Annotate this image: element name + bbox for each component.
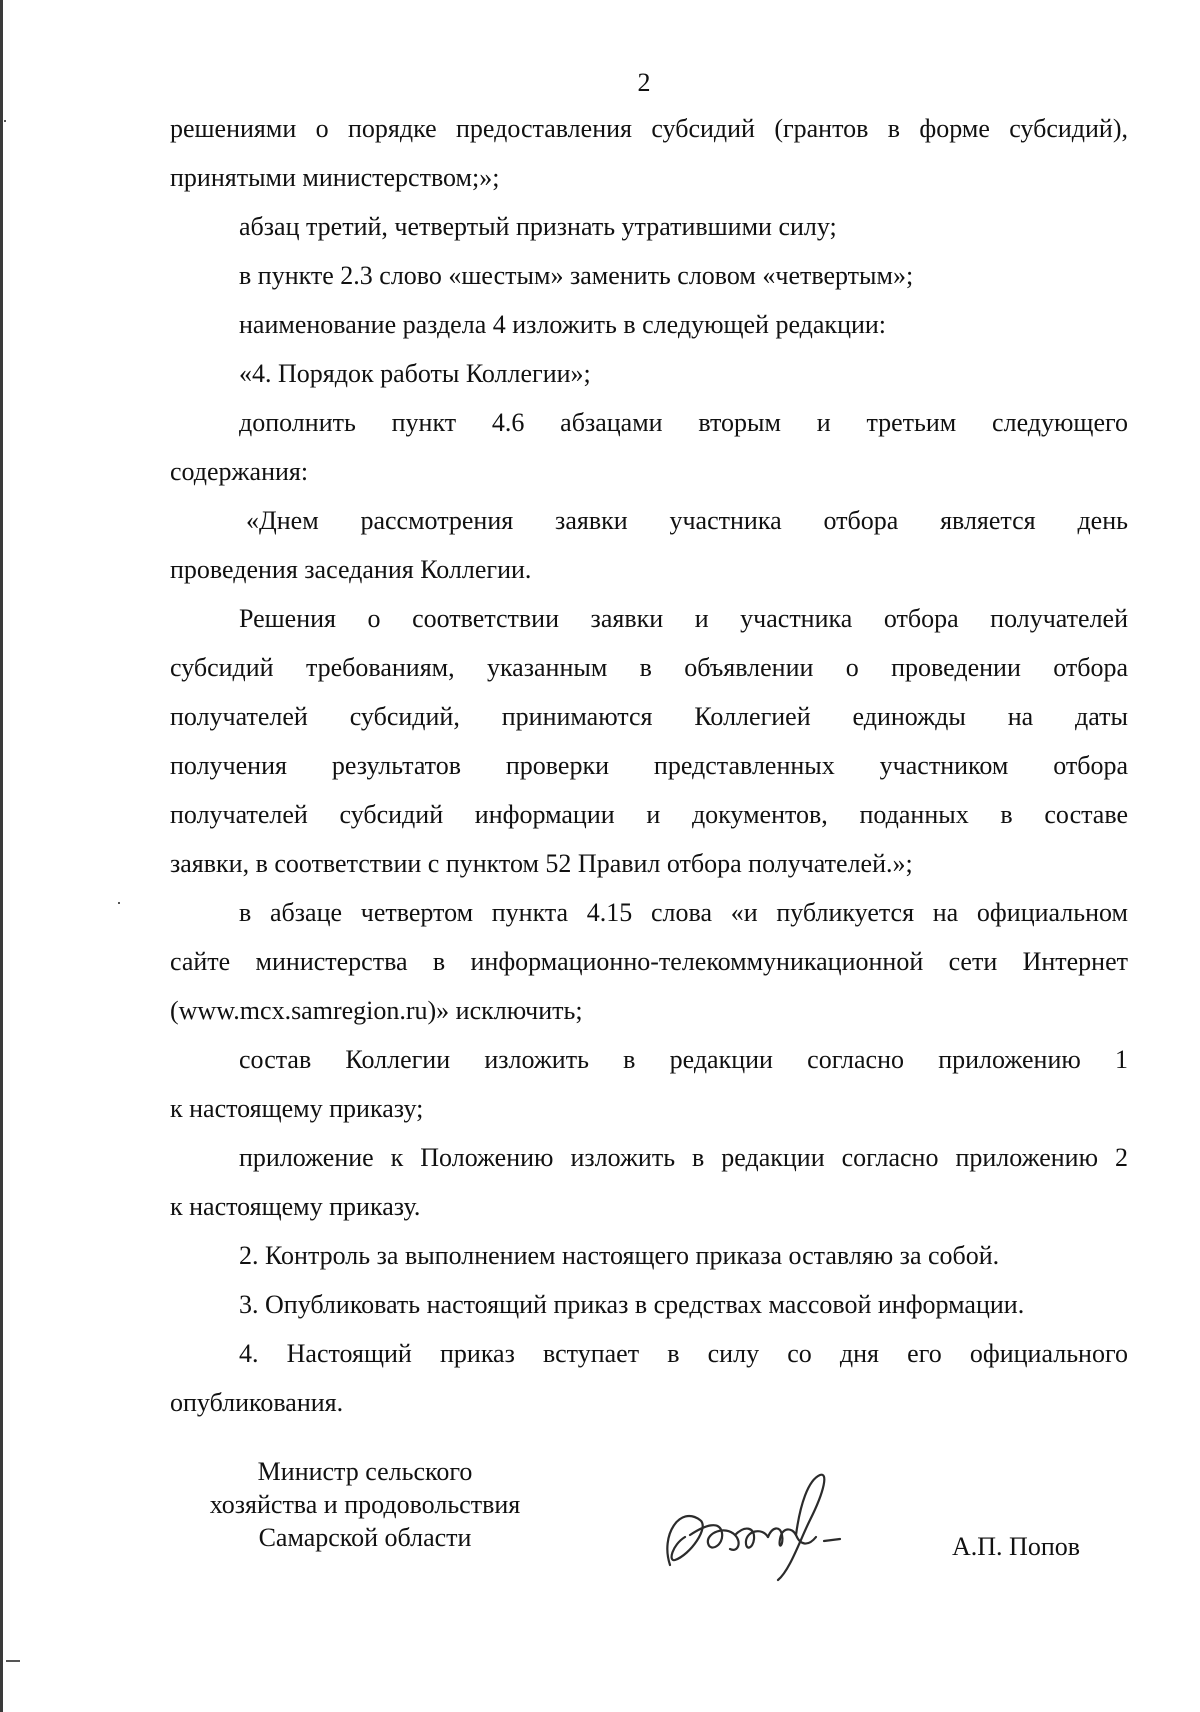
body-line: опубликования.: [170, 1388, 344, 1417]
signatory-name: А.П. Попов: [952, 1532, 1081, 1561]
scan-speck: [6, 1660, 20, 1662]
body-line: получателей субсидий, принимаются Коллегией единожды на даты: [170, 702, 1128, 731]
body-line: состав Коллегии изложить в редакции согласно приложению 1: [239, 1045, 1128, 1074]
body-line: получения результатов проверки представленных участником отбора: [170, 751, 1128, 780]
body-line: решениями о порядке предоставления субсидий (грантов в форме субсидий),: [170, 114, 1128, 143]
body-line: Решения о соответствии заявки и участника отбора получателей: [239, 604, 1128, 633]
body-line: принятыми министерством;»;: [170, 163, 500, 192]
body-line: субсидий требованиям, указанным в объявлении о проведении отбора: [170, 653, 1128, 682]
body-line: 3. Опубликовать настоящий приказ в средствах массовой информации.: [239, 1290, 1025, 1319]
body-line: проведения заседания Коллегии.: [170, 555, 532, 584]
body-line: в абзаце четвертом пункта 4.15 слова «и публикуется на официальном: [239, 898, 1128, 927]
body-line: «4. Порядок работы Коллегии»;: [239, 359, 591, 388]
body-line: заявки, в соответствии с пунктом 52 Правил отбора получателей.»;: [170, 849, 913, 878]
signatory-position-line: Министр сельского: [257, 1457, 473, 1486]
signatory-position-line: Самарской области: [258, 1523, 472, 1552]
scan-speck: [4, 120, 6, 122]
body-line: дополнить пункт 4.6 абзацами вторым и третьим следующего: [239, 408, 1128, 437]
body-line: к настоящему приказу.: [170, 1192, 421, 1221]
body-line: 4. Настоящий приказ вступает в силу со дня его официального: [239, 1339, 1128, 1368]
body-line: приложение к Положению изложить в редакции согласно приложению 2: [239, 1143, 1128, 1172]
body-line: (www.mcx.samregion.ru)» исключить;: [170, 996, 583, 1025]
body-line: «Днем рассмотрения заявки участника отбора является день: [246, 506, 1128, 535]
body-line: 2. Контроль за выполнением настоящего приказа оставляю за собой.: [239, 1241, 1000, 1270]
body-line: абзац третий, четвертый признать утратившими силу;: [239, 212, 837, 241]
signatory-position-line: хозяйства и продовольствия: [209, 1490, 521, 1519]
scan-speck: [118, 902, 120, 904]
body-line: наименование раздела 4 изложить в следующей редакции:: [239, 310, 887, 339]
body-line: к настоящему приказу;: [170, 1094, 424, 1123]
body-line: в пункте 2.3 слово «шестым» заменить словом «четвертым»;: [239, 261, 914, 290]
body-line: сайте министерства в информационно-телекоммуникационной сети Интернет: [170, 947, 1128, 976]
body-line: содержания:: [170, 457, 309, 486]
page-number: 2: [637, 68, 651, 97]
signatory-position: [175, 1455, 555, 1554]
handwritten-signature: [650, 1465, 850, 1585]
body-line: получателей субсидий информации и документов, поданных в составе: [170, 800, 1128, 829]
scan-left-edge: [0, 0, 3, 1712]
